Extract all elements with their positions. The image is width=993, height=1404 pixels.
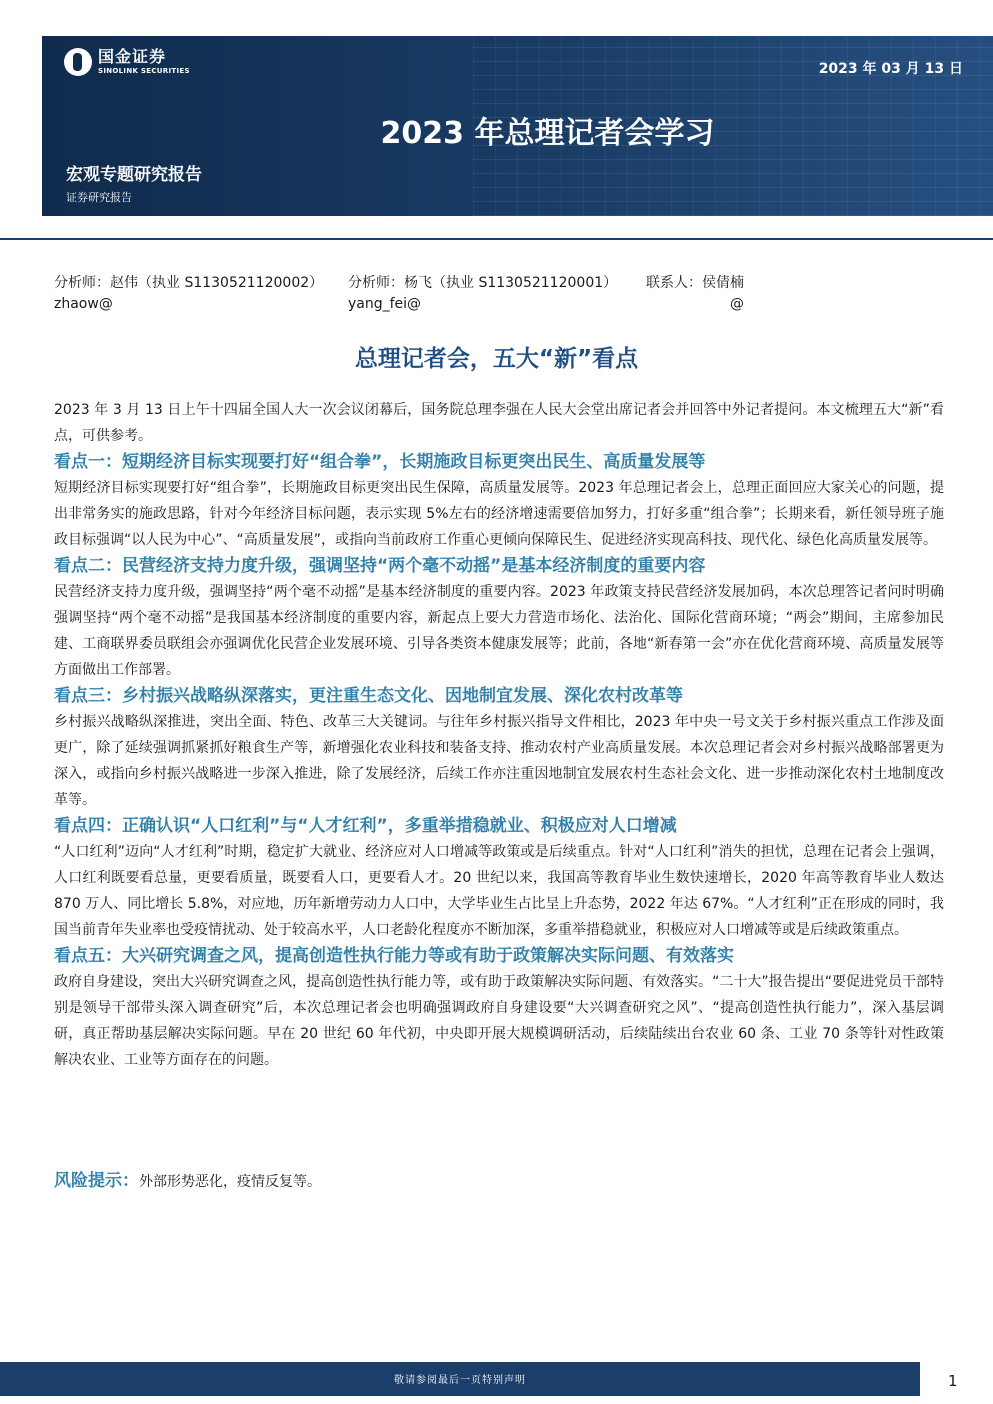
footer-notice: 敬请参阅最后一页特别声明 (394, 1375, 526, 1386)
section-body-3: 乡村振兴战略纵深推进，突出全面、特色、改革三大关键词。与往年乡村振兴指导文件相比，2023 年中央一号文关于乡村振兴重点工作涉及面更广，除了延续强调抓紧抓好粮食生产等，新增强化农业科技和装备支持、推动农村产业高质量发展。本次总理记者会对乡村振兴战略部署更为深入，或指向乡村振兴战略进一步深入推进，除了发展经济，后续工作亦注重因地制宜发展农村生态社会文化、进一步推动深化农村土地制度改革等。 (54, 714, 944, 808)
header-divider (0, 238, 993, 240)
contact-email[interactable]: @ (730, 296, 744, 312)
report-category: 证券研究报告 (66, 191, 132, 204)
section-body-4: “人口红利”迈向“人才红利”时期，稳定扩大就业、经济应对人口增减等政策或是后续重点。针对“人口红利”消失的担忧，总理在记者会上强调，人口红利既要看总量，更要看质量，既要看人口，更要看人才。20 世纪以来，我国高等教育毕业生数快速增长，2020 年高等教育毕业人数达 870 万人、同比增长 5.8%，对应地，历年新增劳动力人口中，大学毕业生占比呈上升态势，2022 年达 67%。“人才红利”正在形成的同时，我国当前青年失业率也受疫情扰动、处于较高水平，人口老龄化程度亦不断加深，多重举措稳就业，积极应对人口增减等或是后续政策重点。 (54, 844, 944, 938)
report-date: 2023 年 03 月 13 日 (818, 61, 963, 77)
report-banner (42, 36, 993, 216)
headline: 总理记者会，五大“新”看点 (354, 346, 639, 372)
intro-paragraph: 2023 年 3 月 13 日上午十四届全国人大一次会议闭幕后，国务院总理李强在人民大会堂出席记者会并回答中外记者提问。本文梳理五大“新”看点，可供参考。 (54, 402, 944, 444)
analyst-email[interactable]: zhaow@ (54, 296, 113, 312)
report-type: 宏观专题研究报告 (66, 165, 202, 185)
analyst-name: 分析师：杨飞（执业 S1130521120001） (348, 275, 618, 291)
risk-label: 风险提示： (54, 1171, 139, 1191)
report-body (54, 397, 944, 1073)
logo-name-cn: 国金证券 (98, 47, 167, 66)
analyst-email[interactable]: yang_fei@ (348, 296, 422, 312)
page-number: 1 (948, 1372, 958, 1390)
report-title: 2023 年总理记者会学习 (380, 116, 715, 151)
section-heading-3: 看点三：乡村振兴战略纵深落实，更注重生态文化、因地制宜发展、深化农村改革等 (54, 686, 683, 706)
section-body-1: 短期经济目标实现要打好“组合拳”，长期施政目标更突出民生保障，高质量发展等。2023 年总理记者会上，总理正面回应大家关心的问题，提出非常务实的施政思路，针对今年经济目标问题，表示实现 5%左右的经济增速需要倍加努力，打好多重“组合拳”；长期来看，新任领导班子施政目标强调“以人民为中心”、“高质量发展”，或指向当前政府工作重心更倾向保障民生、促进经济实现高科技、现代化、绿色化高质量发展等。 (54, 480, 944, 548)
analyst-name: 分析师：赵伟（执业 S1130521120002） (54, 275, 324, 291)
logo-name-en: SINOLINK SECURITIES (98, 67, 190, 75)
risk-text: 外部形势恶化，疫情反复等。 (139, 1174, 321, 1190)
company-logo (64, 48, 190, 76)
analyst-2 (348, 272, 617, 312)
section-heading-5: 看点五：大兴研究调查之风，提高创造性执行能力等或有助于政策解决实际问题、有效落实 (54, 946, 734, 966)
contact-name: 联系人：侯倩楠 (646, 275, 744, 291)
section-heading-4: 看点四：正确认识“人口红利”与“人才红利”，多重举措稳就业、积极应对人口增减 (54, 816, 677, 836)
section-heading-2: 看点二：民营经济支持力度升级，强调坚持“两个毫不动摇”是基本经济制度的重要内容 (54, 556, 706, 576)
logo-icon (64, 48, 92, 76)
contact (646, 272, 744, 312)
section-body-5: 政府自身建设，突出大兴研究调查之风，提高创造性执行能力等，或有助于政策解决实际问题、有效落实。“二十大”报告提出“要促进党员干部特别是领导干部带头深入调查研究”后，本次总理记者会也明确强调政府自身建设要“大兴调查研究之风”、“提高创造性执行能力”，深入基层调研，真正帮助基层解决实际问题。早在 20 世纪 60 年代初，中央即开展大规模调研活动，后续陆续出台农业 60 条、工业 70 条等针对性政策解决农业、工业等方面存在的问题。 (54, 974, 944, 1068)
analyst-1 (54, 272, 323, 312)
section-heading-1: 看点一：短期经济目标实现要打好“组合拳”，长期施政目标更突出民生、高质量发展等 (54, 452, 706, 472)
risk-notice (54, 1168, 321, 1195)
section-body-2: 民营经济支持力度升级，强调坚持“两个毫不动摇”是基本经济制度的重要内容。2023 年政策支持民营经济发展加码，本次总理答记者问时明确强调坚持“两个毫不动摇”是我国基本经济制度的重要内容，新起点上要大力营造市场化、法治化、国际化营商环境；“两会”期间，主席参加民建、工商联界委员联组会亦强调优化民营企业发展环境、引导各类资本健康发展等；此前，各地“新春第一会”亦在优化营商环境、高质量发展等方面做出工作部署。 (54, 584, 944, 678)
